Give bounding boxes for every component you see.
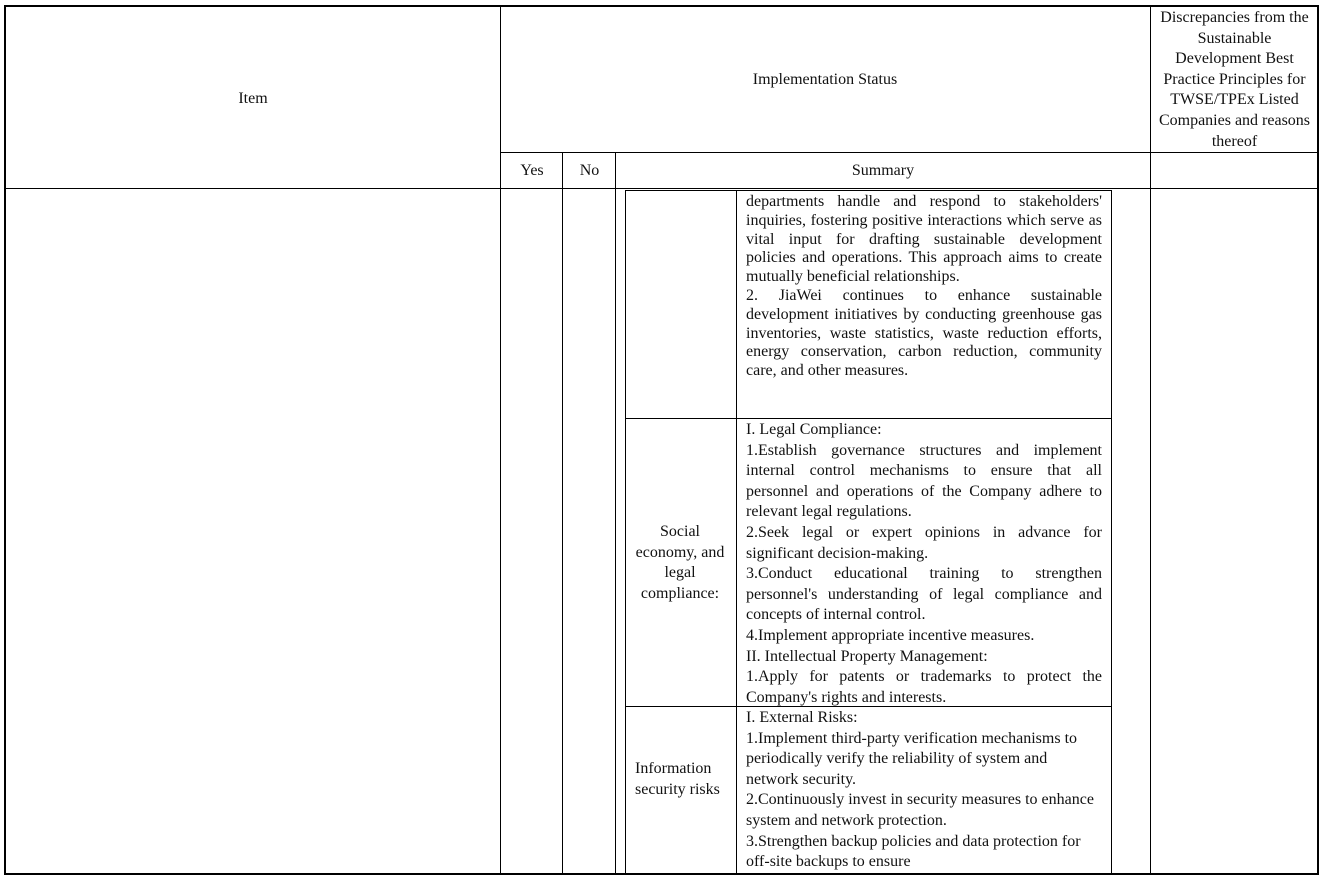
summary-row-social-economy (746, 420, 1102, 708)
col-divider-discrepancies (1150, 7, 1151, 873)
summary-paragraph: 3.Strengthen backup policies and data protection for off-site backups to ensure (746, 832, 1081, 871)
risk-label-social-economy: Social economy, and legal compliance: (635, 523, 725, 602)
risk-label-information-security: Information security risks (635, 760, 720, 798)
summary-paragraph: 4.Implement appropriate incentive measures. (746, 626, 1035, 644)
summary-paragraph: 2.Seek legal or expert opinions in advance for significant decision-making. (746, 523, 1102, 562)
summary-row-continuation (746, 193, 1102, 381)
col-divider-item (500, 7, 501, 873)
header-summary: Summary (851, 162, 915, 179)
summary-paragraph: 1.Implement third-party verification mechanisms to periodically verify the reliability of system and network security. (746, 729, 1078, 788)
nested-table-right-border (1111, 190, 1112, 873)
summary-paragraph: 2.Continuously invest in security measures to enhance system and network protection. (746, 791, 1094, 829)
summary-paragraph: I. Legal Compliance: (746, 421, 882, 438)
summary-paragraph: departments handle and respond to stakeholders' inquiries, fostering positive interactions which serve as vital input for drafting sustainable development policies and operations. This approach aims to create mutually beneficial relationships. (746, 193, 1102, 286)
nested-row-divider-1 (625, 418, 1111, 419)
summary-paragraph: I. External Risks: (746, 709, 858, 726)
nested-table-left-border (625, 190, 626, 873)
summary-paragraph: 3.Conduct educational training to strengthen personnel's understanding of legal compliance and concepts of internal control. (746, 565, 1102, 624)
header-discrepancies: Discrepancies from the Sustainable Development Best Practice Principles for TWSE/TPEx Listed Companies and reasons thereof (1158, 9, 1311, 150)
header-implementation-status: Implementation Status (752, 71, 898, 88)
summary-paragraph: 2. JiaWei continues to enhance sustainable development initiatives by conducting greenhouse gas inventories, waste statistics, waste reduction efforts, energy conservation, carbon reduction, community care, and other measures. (746, 286, 1102, 380)
header-item: Item (238, 90, 268, 107)
col-divider-no (615, 152, 616, 873)
summary-paragraph: 1.Apply for patents or trademarks to protect the Company's rights and interests. (746, 668, 1102, 706)
col-divider-yes (562, 152, 563, 873)
summary-paragraph: 1.Establish governance structures and implement internal control mechanisms to ensure that all personnel and operations of the Company adhere to relevant legal regulations. (746, 441, 1102, 521)
nested-table-mid-border (736, 190, 737, 873)
nested-table-top-rule (625, 190, 1111, 191)
table-frame (4, 5, 1319, 875)
header-yes: Yes (520, 162, 544, 179)
header-divider-main (6, 188, 1317, 189)
summary-row-information-security (746, 708, 1102, 871)
summary-paragraph: II. Intellectual Property Management: (746, 647, 988, 665)
header-no: No (579, 162, 600, 179)
